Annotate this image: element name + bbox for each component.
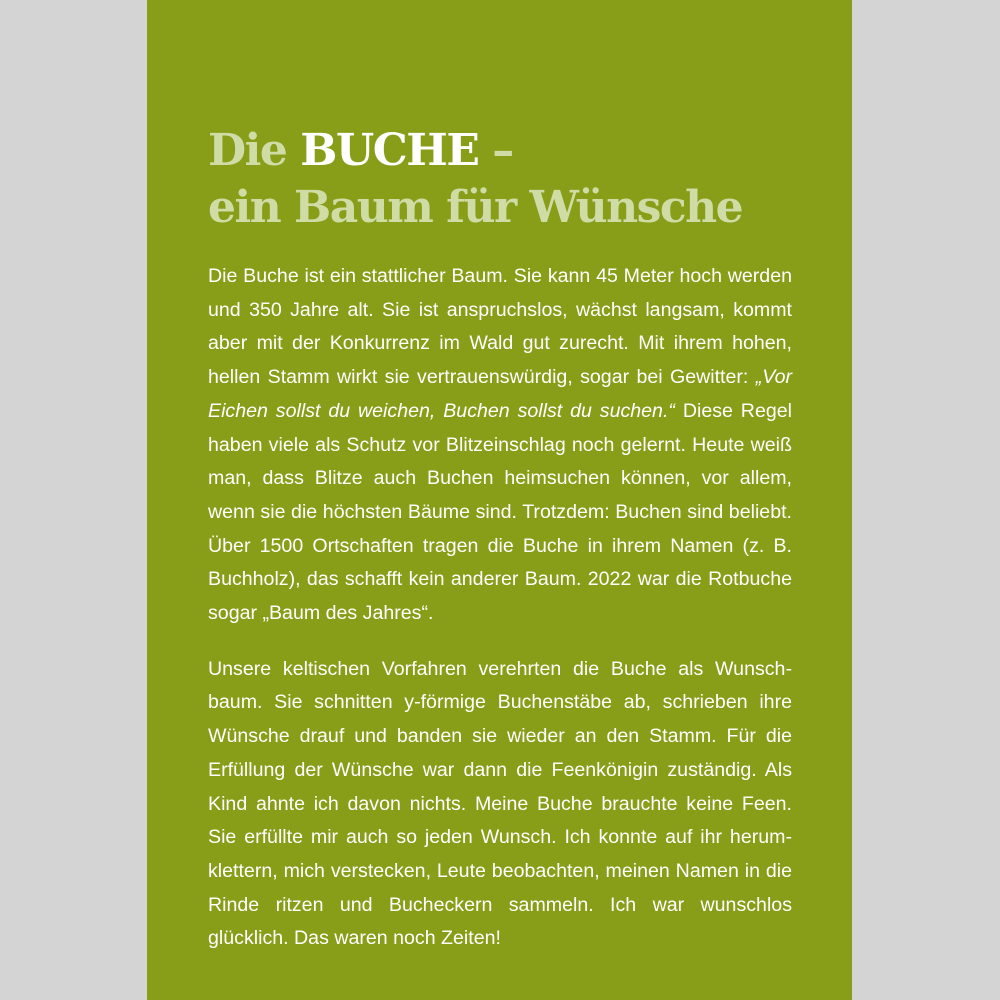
paragraph-1-intro: Die Buche ist ein stattlicher Baum. Sie kann 45 Meter hoch werden und 350 Jahre alt. Sie ist anspruchslos, wächst langsam, kommt aber mit der Konkurrenz im Wald gut zurecht. Mit ihrem hohen, hellen Stamm wirkt sie vertrauenswürdig, sogar bei Gewitter: — [208, 265, 792, 389]
title-highlight: BUCHE — [300, 125, 479, 176]
proverb-quote: „Vor Eichen sollst du weichen, Buchen sollst du suchen.“ — [208, 366, 792, 422]
title-line-1 — [208, 122, 828, 179]
paragraph-2: Unsere keltischen Vorfahren verehrten die Buche als Wunschbaum. Sie schnitten y-förmige Buchenstäbe ab, schrieben ihre Wünsche drauf und banden sie wieder an den Stamm. Für die Erfüllung der Wünsche war dann die Feenkönigin zuständig. Als Kind ahnte ich davon nichts. Meine Buche brauchte keine Feen. Sie erfüllte mir auch so jeden Wunsch. Ich konnte auf ihr herumklettern, mich verstecken, Leute beobachten, meinen Namen in die Rinde ritzen und Bucheckern sammeln. Ich war wunschlos glücklich. Das waren noch Zeiten! — [208, 657, 792, 950]
title-prefix: Die — [208, 125, 301, 176]
book-page — [147, 0, 852, 1000]
paragraph-1 — [208, 260, 792, 631]
title-line-2: ein Baum für Wünsche — [208, 182, 743, 233]
page-title — [208, 122, 828, 236]
title-suffix: – — [478, 125, 513, 176]
body-text — [208, 260, 792, 956]
paragraph-1-rest: Diese Regel haben viele als Schutz vor Blitzeinschlag noch gelernt. Heute weiß man, dass Blitze auch Buchen heimsuchen können, vor allem, wenn sie die höchsten Bäume sind. Trotzdem: Buchen sind beliebt. Über 1500 Ortschaften tragen die Buche in ihrem Namen (z. B. Buchholz), das schafft kein anderer Baum. 2022 war die Rotbuche sogar „Baum des Jahres“. — [208, 399, 792, 625]
